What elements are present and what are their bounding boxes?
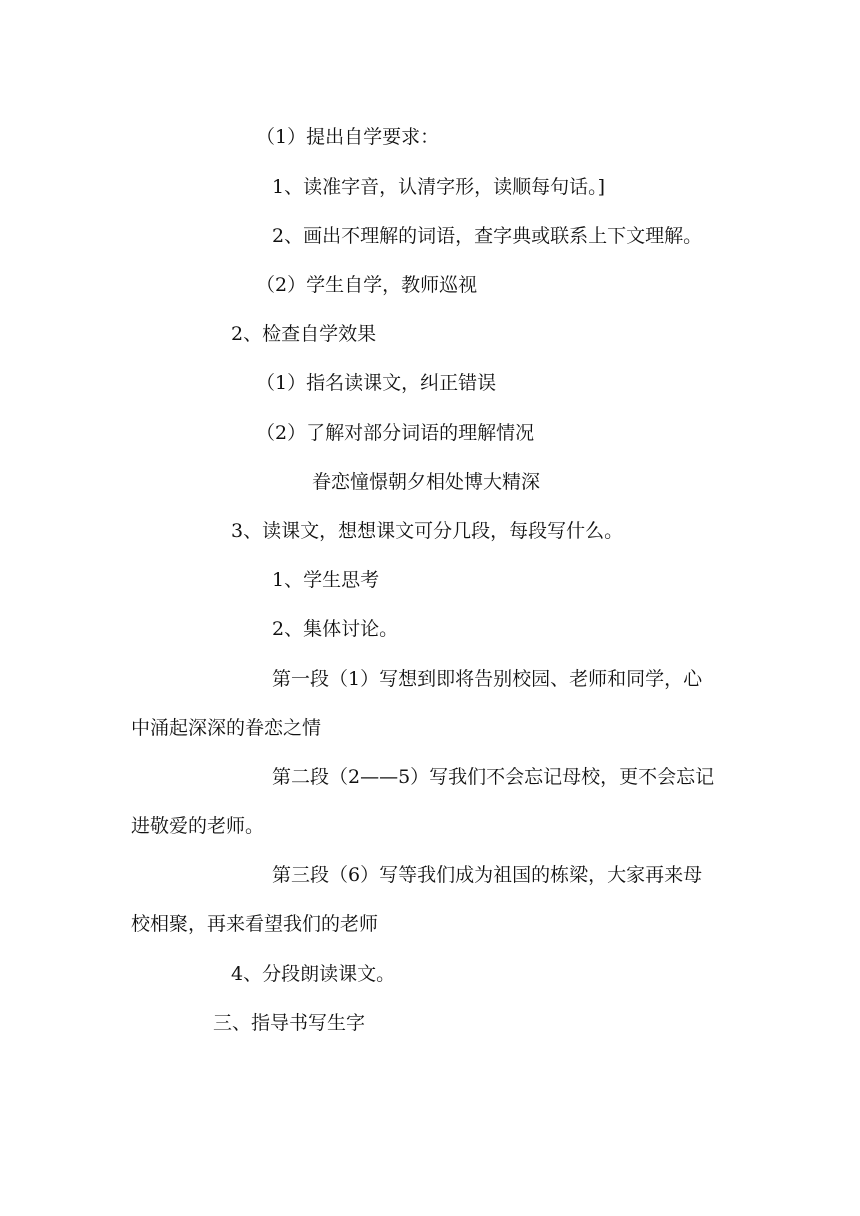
text-line-14: 第二段（2——5）写我们不会忘记母校，更不会忘记 [272, 766, 715, 788]
text-line-6: （1）指名读课文，纠正错误 [256, 372, 497, 394]
text-line-3: 2、画出不理解的词语，查字典或联系上下文理解。 [272, 225, 703, 247]
text-line-12: 第一段（1）写想到即将告别校园、老师和同学，心 [272, 668, 703, 690]
text-line-1: （1）提出自学要求： [256, 126, 440, 148]
text-line-7: （2）了解对部分词语的理解情况 [256, 422, 535, 444]
text-line-11: 2、集体讨论。 [272, 618, 399, 640]
text-line-10: 1、学生思考 [272, 569, 380, 591]
text-line-16: 第三段（6）写等我们成为祖国的栋梁，大家再来母 [272, 864, 703, 886]
text-line-19: 三、指导书写生字 [213, 1012, 366, 1034]
text-line-15: 进敬爱的老师。 [131, 815, 265, 837]
text-line-8: 眷恋憧憬朝夕相处博大精深 [312, 471, 541, 493]
text-line-2: 1、读准字音，认清字形，读顺每句话。] [272, 176, 606, 198]
text-line-18: 4、分段朗读课文。 [231, 963, 396, 985]
text-line-13: 中涌起深深的眷恋之情 [131, 717, 322, 739]
text-line-17: 校相聚，再来看望我们的老师 [131, 913, 379, 935]
text-line-5: 2、检查自学效果 [231, 323, 377, 345]
text-line-4: （2）学生自学，教师巡视 [256, 274, 478, 296]
text-line-9: 3、读课文，想想课文可分几段，每段写什么。 [231, 520, 624, 542]
